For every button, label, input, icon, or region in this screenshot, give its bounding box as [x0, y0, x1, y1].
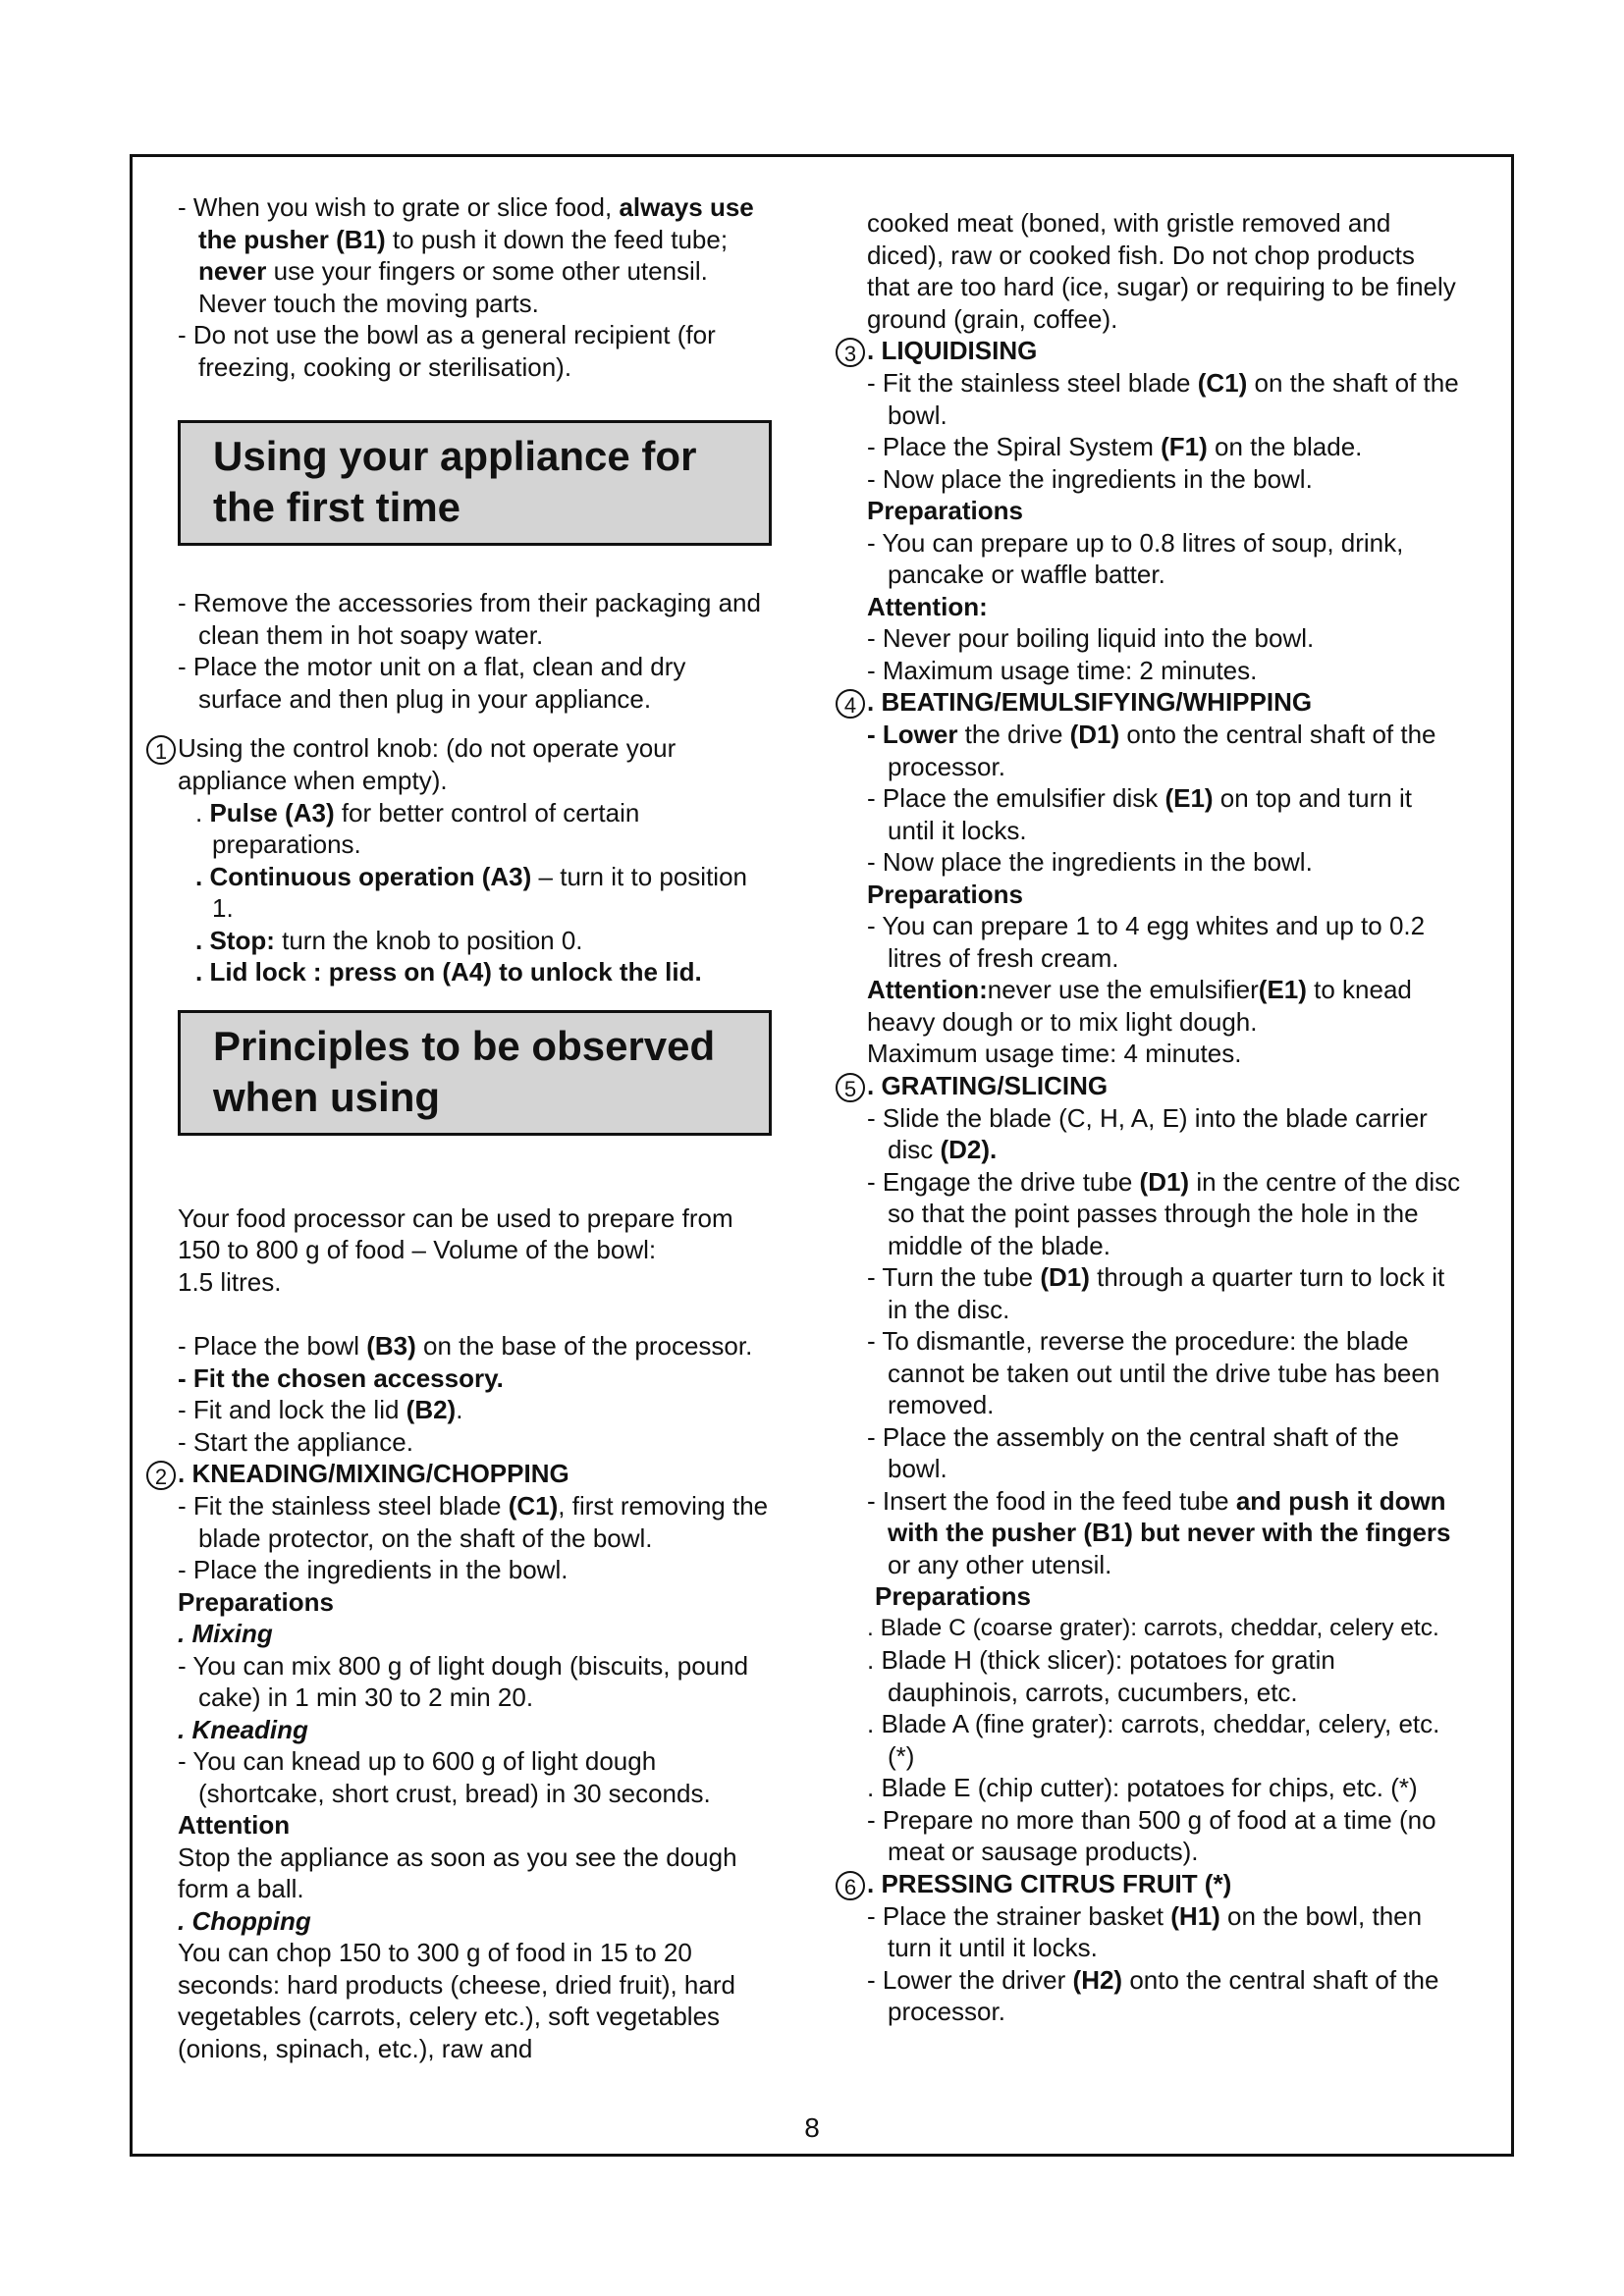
step-number-icon: 5 — [836, 1073, 865, 1102]
citrus-heading: 6 . PRESSING CITRUS FRUIT (*) — [867, 1868, 1461, 1900]
place-motor: - Place the motor unit on a flat, clean and dry surface and then plug in your appliance. — [178, 652, 686, 714]
preparations-heading: Preparations — [178, 1586, 334, 1617]
fit-accessory: - Fit the chosen accessory. — [178, 1362, 504, 1393]
liquidising-heading: 3 . LIQUIDISING — [867, 335, 1461, 367]
bowl-warning: - Do not use the bowl as a general recipient (for freezing, cooking or sterilisation). — [178, 320, 716, 382]
grating-step-1: - Slide the blade (C, H, A, E) into the blade carrier disc (D2). — [867, 1102, 1428, 1164]
remove-accessories: - Remove the accessories from their packaging and clean them in hot soapy water. — [178, 588, 761, 650]
left-column — [154, 191, 772, 2064]
liquidising-prep-text: - You can prepare up to 0.8 litres of soup, drink, pancake or waffle batter. — [867, 527, 1404, 589]
attention-heading: Attention — [178, 1810, 291, 1840]
lid-lock-item: . Lid lock : press on (A4) to unlock the lid. — [195, 957, 702, 987]
section-heading-first-time: Using your appliance for the first time — [178, 420, 772, 546]
liquidising-attention: Attention: — [867, 591, 988, 621]
citrus-step-2: - Lower the driver (H2) onto the central shaft of the processor. — [867, 1964, 1439, 2026]
grating-prep-5: - Prepare no more than 500 g of food at a time (no meat or sausage products). — [867, 1804, 1436, 1866]
liquidising-step-3: - Now place the ingredients in the bowl. — [867, 463, 1313, 494]
chopping-text: You can chop 150 to 300 g of food in 15 to 20 seconds: hard products (cheese, dried fruit), hard vegetables (carrots, celery etc.), soft vegetables (onions, spinach, etc.), raw and — [178, 1938, 735, 2063]
pulse-item: . Pulse (A3) for better control of certain preparations. — [195, 797, 640, 859]
grating-prep-4: . Blade E (chip cutter): potatoes for chips, etc. (*) — [867, 1773, 1418, 1802]
grating-step-3: - Turn the tube (D1) through a quarter turn to lock it in the disc. — [867, 1262, 1445, 1324]
grating-prep-3: . Blade A (fine grater): carrots, cheddar, celery, etc. (*) — [867, 1709, 1440, 1771]
chopping-continued: cooked meat (boned, with gristle removed and diced), raw or cooked fish. Do not chop products that are too hard (ice, sugar) or requiring to be finely ground (grain, coffee). — [867, 208, 1456, 334]
intro-text: Your food processor can be used to prepare from 150 to 800 g of food – Volume of the bowl: 1.5 litres. — [178, 1202, 733, 1297]
lock-lid: - Fit and lock the lid (B2). — [178, 1395, 463, 1424]
chopping-subheading: . Chopping — [178, 1905, 311, 1936]
grating-step-6: - Insert the food in the feed tube and push it down with the pusher (B1) but never with the fingers or any other utensil. — [867, 1485, 1451, 1579]
start-appliance: - Start the appliance. — [178, 1426, 413, 1457]
liquidising-attention-2: - Maximum usage time: 2 minutes. — [867, 655, 1258, 685]
beating-prep-text: - You can prepare 1 to 4 egg whites and up to 0.2 litres of fresh cream. — [867, 911, 1426, 973]
liquidising-step-2: - Place the Spiral System (F1) on the blade. — [867, 432, 1363, 461]
grating-prep-2: . Blade H (thick slicer): potatoes for gratin dauphinois, carrots, cucumbers, etc. — [867, 1645, 1335, 1707]
stop-item: . Stop: turn the knob to position 0. — [195, 925, 583, 955]
liquidising-attention-1: - Never pour boiling liquid into the bowl. — [867, 623, 1315, 653]
grating-step-4: - To dismantle, reverse the procedure: the blade cannot be taken out until the drive tube has been removed. — [867, 1326, 1440, 1419]
step-number-icon: 2 — [146, 1461, 176, 1490]
beating-step-1: - Lower the drive (D1) onto the central shaft of the processor. — [867, 720, 1436, 781]
fit-blade: - Fit the stainless steel blade (C1), first removing the blade protector, on the shaft of the bowl. — [178, 1491, 769, 1553]
mixing-text: - You can mix 800 g of light dough (biscuits, pound cake) in 1 min 30 to 2 min 20. — [178, 1650, 749, 1712]
beating-max-time: Maximum usage time: 4 minutes. — [867, 1039, 1242, 1068]
continuous-item: . Continuous operation (A3) – turn it to position 1. — [195, 861, 747, 923]
right-column — [843, 207, 1461, 2028]
step-number-icon: 6 — [836, 1871, 865, 1900]
page-number: 8 — [804, 2112, 820, 2143]
beating-step-3: - Now place the ingredients in the bowl. — [867, 847, 1313, 877]
mixing-subheading: . Mixing — [178, 1619, 273, 1648]
grating-heading: 5 . GRATING/SLICING — [867, 1070, 1461, 1102]
beating-preparations: Preparations — [867, 879, 1023, 909]
liquidising-step-1: - Fit the stainless steel blade (C1) on the shaft of the bowl. — [867, 368, 1459, 430]
kneading-text: - You can knead up to 600 g of light dough (shortcake, short crust, bread) in 30 seconds. — [178, 1746, 711, 1808]
step-number-icon: 4 — [836, 689, 865, 719]
attention-text: Stop the appliance as soon as you see the dough form a ball. — [178, 1842, 737, 1903]
grating-prep-1: . Blade C (coarse grater): carrots, cheddar, celery etc. — [867, 1614, 1439, 1641]
section-heading-principles: Principles to be observed when using — [178, 1010, 772, 1136]
kneading-subheading: . Kneading — [178, 1714, 308, 1744]
beating-attention: Attention:never use the emulsifier(E1) to knead heavy dough or to mix light dough. — [867, 975, 1412, 1037]
control-knob-text: 1 Using the control knob: (do not operate your appliance when empty). — [178, 732, 772, 797]
citrus-step-1: - Place the strainer basket (H1) on the bowl, then turn it until it locks. — [867, 1900, 1423, 1962]
grating-step-2: - Engage the drive tube (D1) in the centre of the disc so that the point passes through the hole in the middle of the blade. — [867, 1166, 1461, 1260]
grating-step-5: - Place the assembly on the central shaft of the bowl. — [867, 1421, 1399, 1483]
step-number-icon: 3 — [836, 338, 865, 367]
place-ingredients: - Place the ingredients in the bowl. — [178, 1555, 568, 1584]
grating-preparations: Preparations — [875, 1581, 1031, 1611]
place-bowl: - Place the bowl (B3) on the base of the processor. — [178, 1331, 753, 1361]
beating-step-2: - Place the emulsifier disk (E1) on top and turn it until it locks. — [867, 783, 1412, 845]
pusher-warning: - When you wish to grate or slice food, always use the pusher (B1) to push it down the feed tube; never use your fingers or some other utensil. Never touch the moving parts. — [178, 192, 754, 318]
liquidising-preparations: Preparations — [867, 496, 1023, 525]
kneading-heading: 2 . KNEADING/MIXING/CHOPPING — [178, 1458, 772, 1490]
step-number-icon: 1 — [146, 735, 176, 765]
beating-heading: 4 . BEATING/EMULSIFYING/WHIPPING — [867, 686, 1461, 719]
